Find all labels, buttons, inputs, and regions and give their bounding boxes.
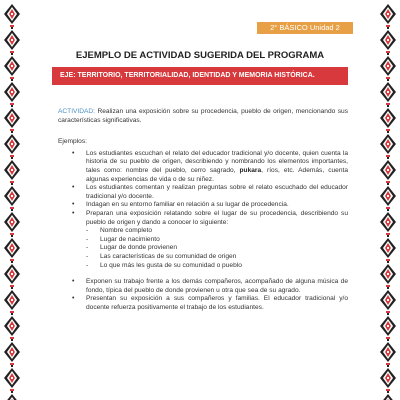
sub-item-text: Lo que más les gusta de su comunidad o pueblo [100,261,242,269]
list-item [72,295,348,312]
list-item [72,201,348,210]
dash-icon: - [86,261,89,269]
sub-list-item [86,236,348,245]
axis-banner: EJE: TERRITORIO, TERRITORIALIDAD, IDENTIDAD Y MEMORIA HISTÓRICA. [52,67,348,85]
bullet-icon: • [72,149,75,157]
sub-list-item [86,262,348,271]
bullet-icon: • [72,278,75,286]
sub-item-text: Lugar de nacimiento [100,235,160,243]
decorative-border-right [376,0,400,400]
example-text: Presentan su exposición a sus compañeros y familias. El educador tradicional y/o docente refuerza positivamente el trabajo de los estudiantes. [86,295,348,311]
decorative-border-left [0,0,24,400]
sub-item-text: Lugar de donde provienen [100,244,177,252]
dash-icon: - [86,252,89,260]
list-item [72,210,348,270]
dash-icon: - [86,235,89,243]
example-text-pre: Los estudiantes escuchan el relato del educador tradicional y/o docente, quien cuenta la historia de su pueblo de origen, describiendo y nombrando los elementos importantes, tales como: nombre del pueblo, cerro sagrado, [86,149,348,174]
examples-list-continued [58,278,348,312]
example-text: Los estudiantes comentan y realizan preguntas sobre el relato escuchado del educador tradicional y/o docente. [86,184,348,200]
list-item [72,150,348,184]
examples-list [58,150,348,270]
example-text-bold: pukara [239,166,262,174]
activity-label: ACTIVIDAD: [58,108,96,115]
example-text-post: , ríos, etc. Además, cuenta algunas experiencias de vida o de su niñez. [86,166,348,183]
activity-text: Realizan una exposición sobre su procedencia, pueblo de origen, mencionando sus características significativas. [58,108,348,124]
list-item [72,184,348,201]
example-text: Exponen su trabajo frente a los demás compañeros, acompañado de alguna música de fondo, típica del pueblo de donde provienen u otra que sea de su agrado. [86,278,348,294]
dash-icon: - [86,227,89,235]
bullet-icon: • [72,295,75,303]
example-text: Preparan una exposición relatando sobre el lugar de su procedencia, describiendo su pueblo de origen y dando a conocer lo siguiente: [86,209,348,226]
example-text: Indagan en su entorno familiar en relación a su lugar de procedencia. [86,201,289,209]
dash-icon: - [86,244,89,252]
sub-item-text: Las características de su comunidad de origen [100,252,237,260]
sub-list-item [86,227,348,236]
sub-item-text: Nombre completo [100,227,153,235]
bullet-icon: • [72,209,75,217]
bullet-icon: • [72,201,75,209]
page-title: EJEMPLO DE ACTIVIDAD SUGERIDA DEL PROGRAMA [75,50,325,61]
sub-list-item [86,253,348,262]
grade-unit-badge: 2° BÁSICO Unidad 2 [257,22,353,34]
content-body [58,108,348,312]
list-item [72,278,348,295]
bullet-icon: • [72,184,75,192]
examples-label: Ejemplos: [58,138,87,146]
sub-list [86,227,348,270]
activity-paragraph [58,108,348,125]
sub-list-item [86,244,348,253]
